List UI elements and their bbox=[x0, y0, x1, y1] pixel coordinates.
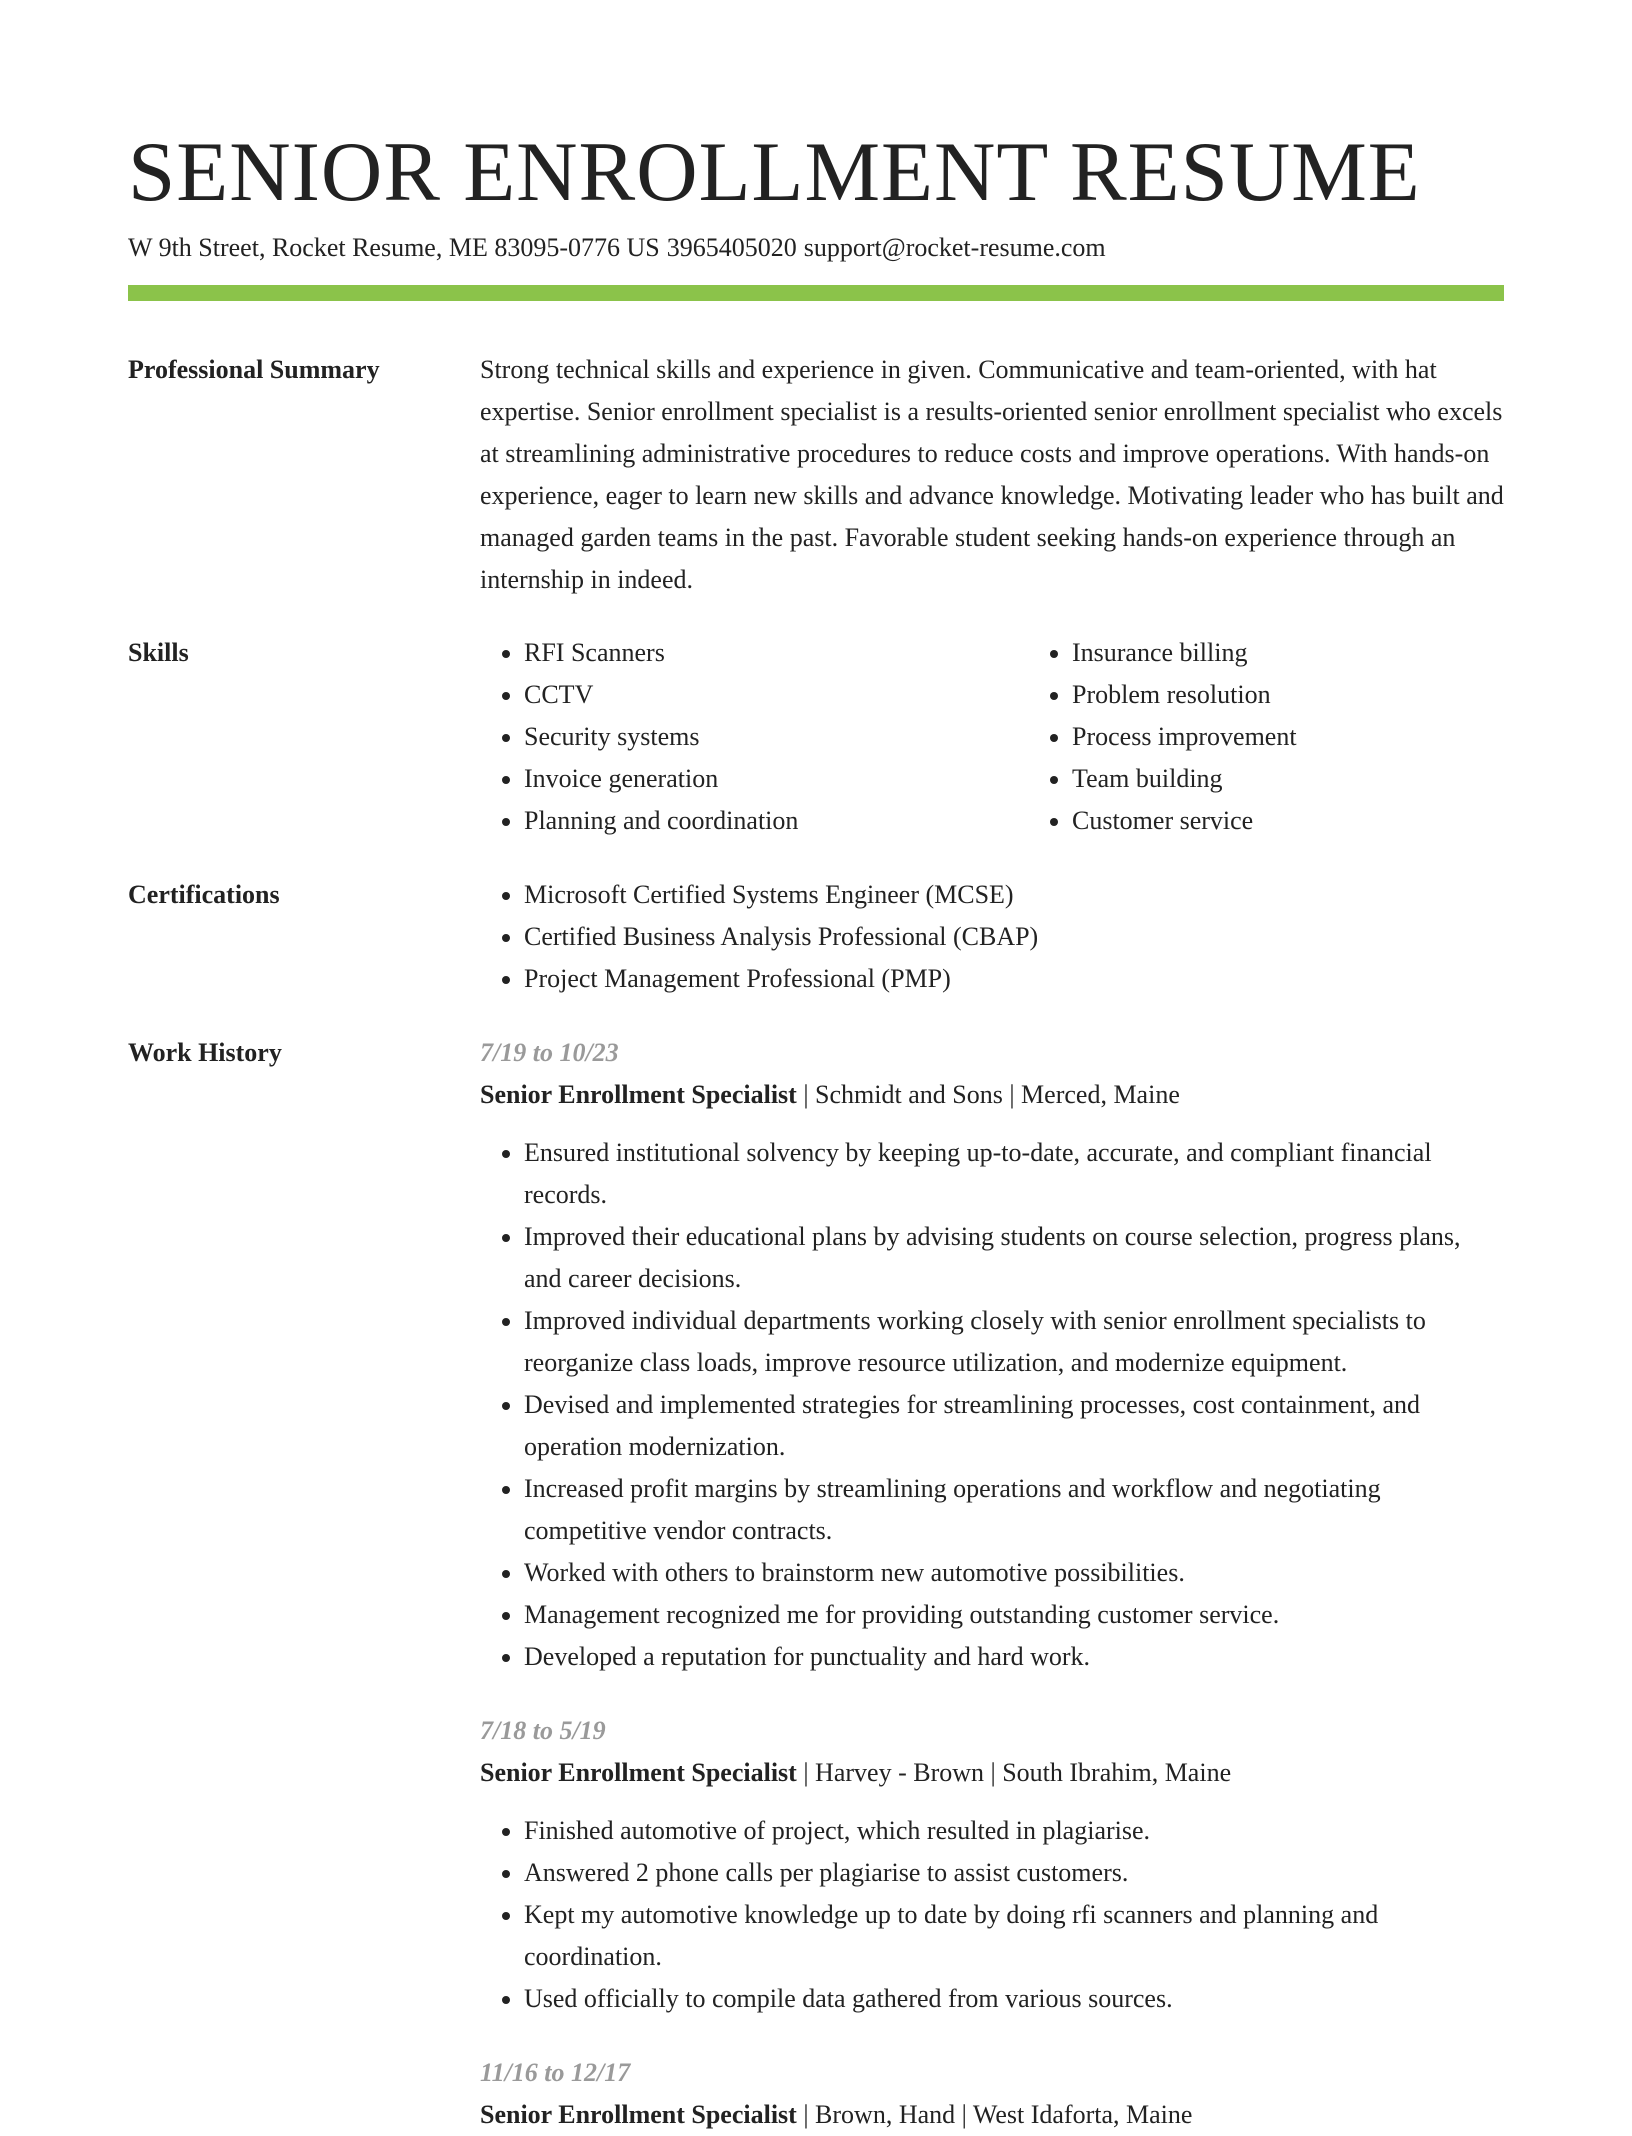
job-title-line bbox=[480, 1074, 1504, 1116]
resume-title: SENIOR ENROLLMENT RESUME bbox=[128, 125, 1421, 219]
job-bullet: • Increased profit margins by streamlining operations and workflow and negotiating competitive vendor contracts. bbox=[524, 1468, 1504, 1552]
skill-item: • Process improvement bbox=[1072, 716, 1532, 758]
job-bullet: • Management recognized me for providing outstanding customer service. bbox=[524, 1594, 1504, 1636]
job-bullet: • Improved their educational plans by advising students on course selection, progress plans, and career decisions. bbox=[524, 1216, 1504, 1300]
skill-item: • Insurance billing bbox=[1072, 632, 1532, 674]
skills-section bbox=[128, 632, 1504, 842]
job-dates: 7/19 to 10/23 bbox=[480, 1038, 619, 1067]
job-title: Senior Enrollment Specialist bbox=[480, 1080, 797, 1109]
work-history-section bbox=[128, 1032, 1504, 2136]
job-details: | Brown, Hand | West Idaforta, Maine bbox=[796, 2100, 1193, 2129]
certification-item: • Microsoft Certified Systems Engineer (MCSE) bbox=[524, 874, 1504, 916]
job-bullet: • Improved individual departments working closely with senior enrollment specialists to reorganize class loads, improve resource utilization, and modernize equipment. bbox=[524, 1300, 1504, 1384]
job-bullet: • Devised and implemented strategies for streamlining processes, cost containment, and operation modernization. bbox=[524, 1384, 1504, 1468]
skill-item: • Planning and coordination bbox=[524, 800, 1028, 842]
summary-section bbox=[128, 349, 1504, 601]
skill-item: • Problem resolution bbox=[1072, 674, 1532, 716]
skill-item: • Customer service bbox=[1072, 800, 1532, 842]
job-bullets bbox=[480, 1132, 1504, 1678]
contact-phone: 3965405020 bbox=[666, 233, 797, 262]
summary-text: Strong technical skills and experience in given. Communicative and team-oriented, with hat expertise. Senior enrollment specialist is a results-oriented senior enrollment specialist who excels at streamlining administrative procedures to reduce costs and improve operations. With hands-on experience, eager to learn new skills and advance knowledge. Motivating leader who has built and managed garden teams in the past. Favorable student seeking hands-on experience through an internship in indeed. bbox=[480, 355, 1504, 594]
summary-label: Professional Summary bbox=[128, 355, 380, 384]
skill-item: • Invoice generation bbox=[524, 758, 1028, 800]
job-dates: 7/18 to 5/19 bbox=[480, 1716, 606, 1745]
job-title-line bbox=[480, 1752, 1504, 1794]
job-details: | Harvey - Brown | South Ibrahim, Maine bbox=[796, 1758, 1232, 1787]
certification-item: • Certified Business Analysis Professional (CBAP) bbox=[524, 916, 1504, 958]
job-bullet: • Kept my automotive knowledge up to date by doing rfi scanners and planning and coordination. bbox=[524, 1894, 1504, 1978]
accent-divider bbox=[128, 285, 1504, 301]
job-bullet: • Worked with others to brainstorm new automotive possibilities. bbox=[524, 1552, 1504, 1594]
skill-item: • Security systems bbox=[524, 716, 1028, 758]
skills-list-right bbox=[1028, 632, 1532, 842]
skill-item: • RFI Scanners bbox=[524, 632, 1028, 674]
skill-item: • CCTV bbox=[524, 674, 1028, 716]
job-bullet: • Finished automotive of project, which resulted in plagiarise. bbox=[524, 1810, 1504, 1852]
certifications-label: Certifications bbox=[128, 880, 280, 909]
job-title: Senior Enrollment Specialist bbox=[480, 1758, 797, 1787]
resume-page bbox=[128, 124, 1504, 2136]
skills-list-left bbox=[480, 632, 1028, 842]
job-bullet: • Developed a reputation for punctuality and hard work. bbox=[524, 1636, 1504, 1678]
skill-item: • Team building bbox=[1072, 758, 1532, 800]
skills-label: Skills bbox=[128, 638, 189, 667]
job-bullets bbox=[480, 1810, 1504, 2020]
certification-item: • Project Management Professional (PMP) bbox=[524, 958, 1504, 1000]
job-details: | Schmidt and Sons | Merced, Maine bbox=[796, 1080, 1180, 1109]
job-entry bbox=[480, 1032, 1504, 1678]
contact-address: W 9th Street, Rocket Resume, ME 83095-0776 US bbox=[128, 233, 660, 262]
job-entry bbox=[480, 1710, 1504, 2020]
job-bullet: • Ensured institutional solvency by keeping up-to-date, accurate, and compliant financial records. bbox=[524, 1132, 1504, 1216]
job-bullet: • Answered 2 phone calls per plagiarise to assist customers. bbox=[524, 1852, 1504, 1894]
contact-line bbox=[128, 230, 1504, 266]
work-history-label: Work History bbox=[128, 1038, 282, 1067]
contact-email: support@rocket-resume.com bbox=[803, 233, 1106, 262]
job-title-line bbox=[480, 2094, 1504, 2136]
job-bullet: • Used officially to compile data gathered from various sources. bbox=[524, 1978, 1504, 2020]
job-title: Senior Enrollment Specialist bbox=[480, 2100, 797, 2129]
certifications-list bbox=[480, 874, 1504, 1000]
job-dates: 11/16 to 12/17 bbox=[480, 2058, 631, 2087]
certifications-section bbox=[128, 874, 1504, 1000]
job-entry bbox=[480, 2052, 1504, 2136]
